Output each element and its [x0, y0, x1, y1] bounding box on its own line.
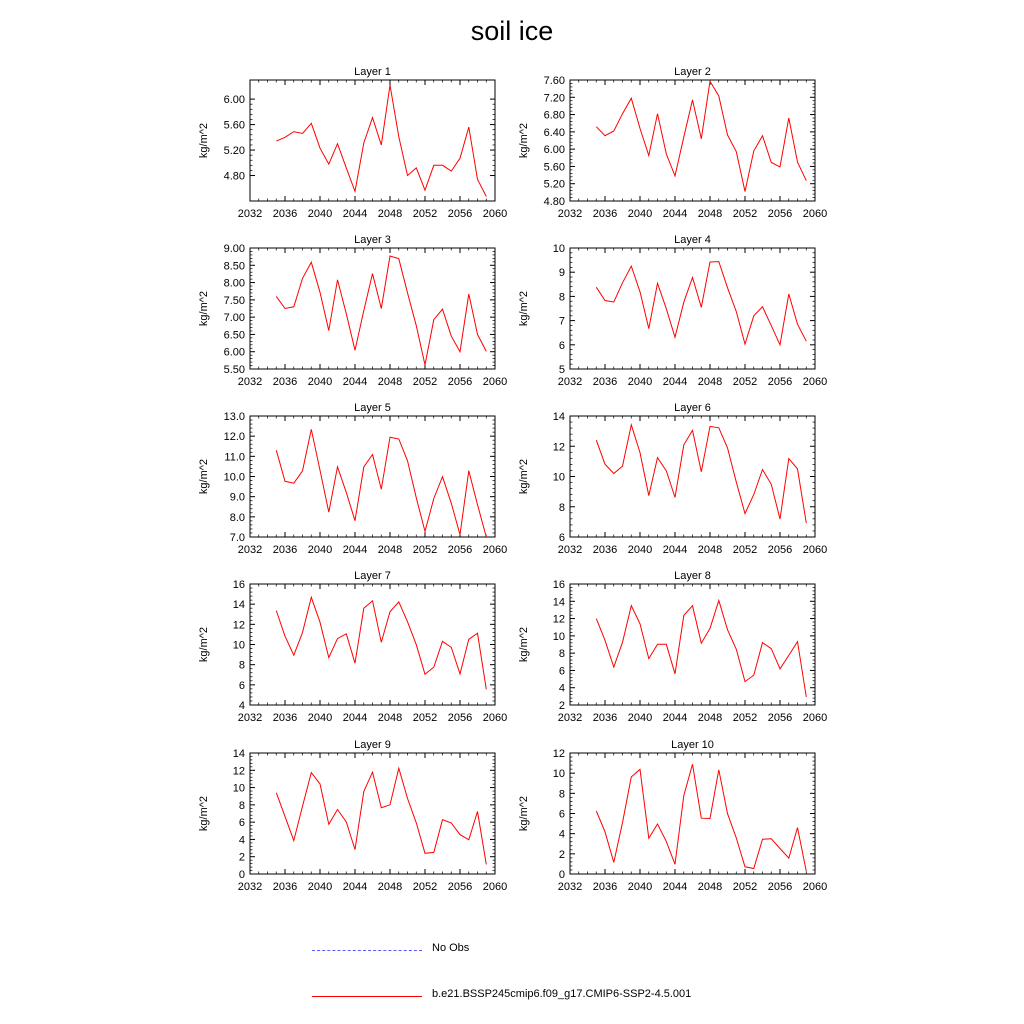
y-tick-label: 10	[552, 630, 565, 643]
x-tick-label: 2036	[592, 881, 618, 893]
x-tick-label: 2040	[627, 376, 653, 388]
chart-title: Layer 7	[354, 570, 391, 582]
y-tick-label: 6	[238, 679, 245, 692]
chart-title: Layer 8	[674, 570, 711, 582]
x-tick-label: 2056	[767, 881, 793, 893]
y-axis-label: kg/m^2	[198, 795, 210, 832]
y-tick-label: 14	[552, 596, 565, 609]
y-tick-label: 10	[232, 639, 245, 652]
y-tick-label: 7.00	[223, 312, 245, 325]
x-tick-label: 2036	[272, 208, 298, 220]
legend-item-model	[312, 988, 752, 1004]
x-tick-label: 2044	[662, 376, 688, 388]
x-tick-label: 2044	[662, 881, 688, 893]
x-tick-label: 2060	[482, 208, 508, 220]
y-tick-label: 14	[552, 411, 565, 423]
y-tick-label: 8	[238, 659, 245, 672]
y-tick-label: 8	[558, 501, 565, 514]
x-tick-label: 2032	[237, 881, 263, 893]
y-tick-label: 8	[558, 788, 565, 801]
y-tick-label: 6.00	[543, 144, 565, 157]
x-tick-label: 2048	[697, 881, 723, 893]
x-tick-label: 2040	[307, 544, 333, 556]
y-tick-label: 5.60	[223, 119, 245, 132]
y-tick-label: 6.80	[543, 109, 565, 122]
y-tick-label: 10	[552, 768, 565, 781]
x-tick-label: 2040	[627, 544, 653, 556]
y-tick-label: 14	[232, 599, 245, 612]
y-axis-label: kg/m^2	[198, 458, 210, 495]
y-tick-label: 2	[238, 851, 245, 864]
y-tick-label: 8	[558, 291, 565, 304]
series-line	[276, 597, 486, 689]
y-tick-label: 10	[552, 471, 565, 484]
x-tick-label: 2060	[802, 544, 828, 556]
y-tick-label: 12	[552, 441, 565, 454]
y-tick-label: 5.60	[543, 161, 565, 174]
y-tick-label: 12	[232, 619, 245, 632]
y-tick-label: 12	[552, 748, 565, 760]
y-tick-label: 5.20	[543, 178, 565, 191]
x-tick-label: 2056	[767, 544, 793, 556]
x-tick-label: 2036	[272, 544, 298, 556]
x-tick-label: 2040	[307, 712, 333, 724]
series-line	[596, 262, 806, 345]
y-tick-label: 8	[558, 648, 565, 661]
y-axis-label: kg/m^2	[198, 122, 210, 159]
y-tick-label: 7	[558, 315, 565, 328]
chart-title: Layer 6	[674, 402, 711, 414]
y-tick-label: 4.80	[223, 170, 245, 183]
x-tick-label: 2048	[697, 208, 723, 220]
y-tick-label: 6	[238, 817, 245, 830]
x-tick-label: 2048	[377, 712, 403, 724]
y-tick-label: 4.80	[543, 196, 565, 208]
legend-swatch-model	[312, 996, 422, 997]
x-tick-label: 2052	[732, 208, 758, 220]
y-tick-label: 4	[238, 700, 245, 712]
x-tick-label: 2036	[592, 544, 618, 556]
y-tick-label: 5.50	[223, 364, 245, 376]
x-tick-label: 2060	[802, 208, 828, 220]
y-tick-label: 6	[558, 808, 565, 821]
x-tick-label: 2044	[342, 208, 368, 220]
x-tick-label: 2032	[237, 208, 263, 220]
plot-frame	[570, 248, 815, 369]
x-tick-label: 2056	[767, 376, 793, 388]
y-axis-label: kg/m^2	[198, 290, 210, 327]
y-axis-label: kg/m^2	[518, 290, 530, 327]
plot-frame	[570, 753, 815, 874]
y-tick-label: 9.0	[229, 491, 245, 504]
x-tick-label: 2032	[557, 208, 583, 220]
x-tick-label: 2036	[592, 376, 618, 388]
x-tick-label: 2032	[237, 544, 263, 556]
x-tick-label: 2036	[592, 208, 618, 220]
y-tick-label: 6	[558, 339, 565, 352]
x-tick-label: 2032	[557, 881, 583, 893]
x-tick-label: 2060	[482, 881, 508, 893]
chart-panel-10	[518, 739, 827, 893]
x-tick-label: 2044	[662, 544, 688, 556]
chart-panel-3	[198, 234, 507, 388]
chart-title: Layer 4	[674, 234, 711, 246]
y-tick-label: 12	[232, 765, 245, 778]
y-tick-label: 11.0	[224, 451, 245, 464]
x-tick-label: 2052	[412, 544, 438, 556]
x-tick-label: 2056	[447, 208, 473, 220]
series-line	[596, 601, 806, 697]
x-tick-label: 2032	[237, 376, 263, 388]
y-tick-label: 6	[558, 532, 565, 544]
x-tick-label: 2056	[447, 881, 473, 893]
plot-frame	[250, 416, 495, 537]
x-tick-label: 2032	[557, 712, 583, 724]
x-tick-label: 2052	[412, 376, 438, 388]
x-tick-label: 2032	[557, 544, 583, 556]
x-tick-label: 2060	[802, 376, 828, 388]
x-tick-label: 2056	[767, 712, 793, 724]
x-tick-label: 2052	[732, 881, 758, 893]
x-tick-label: 2044	[662, 208, 688, 220]
y-tick-label: 16	[232, 579, 245, 591]
chart-title: Layer 3	[354, 234, 391, 246]
x-tick-label: 2040	[307, 376, 333, 388]
y-tick-label: 10.0	[223, 471, 245, 484]
y-tick-label: 0	[558, 869, 565, 881]
y-tick-label: 4	[238, 834, 245, 847]
x-tick-label: 2052	[412, 208, 438, 220]
x-tick-label: 2040	[627, 881, 653, 893]
x-tick-label: 2056	[767, 208, 793, 220]
y-tick-label: 8.00	[223, 277, 245, 290]
series-line	[596, 81, 806, 191]
y-axis-label: kg/m^2	[518, 122, 530, 159]
chart-panel-7	[198, 570, 507, 724]
y-tick-label: 0	[238, 869, 245, 881]
x-tick-label: 2048	[697, 544, 723, 556]
y-axis-label: kg/m^2	[518, 458, 530, 495]
legend-label-model: b.e21.BSSP245cmip6.f09_g17.CMIP6-SSP2-4.5.001	[432, 988, 692, 1000]
x-tick-label: 2048	[377, 544, 403, 556]
x-tick-label: 2036	[272, 712, 298, 724]
chart-panel-9	[198, 739, 507, 893]
x-tick-label: 2060	[482, 544, 508, 556]
y-tick-label: 5	[558, 364, 565, 376]
x-tick-label: 2036	[272, 376, 298, 388]
x-tick-label: 2044	[662, 712, 688, 724]
y-tick-label: 9	[558, 267, 565, 280]
y-tick-label: 6.40	[543, 126, 565, 139]
plot-frame	[250, 80, 495, 201]
y-tick-label: 12	[552, 613, 565, 626]
plot-frame	[570, 416, 815, 537]
y-tick-label: 4	[558, 682, 565, 695]
chart-panel-6	[518, 402, 827, 556]
chart-panel-2	[518, 66, 827, 220]
chart-title: Layer 2	[674, 66, 711, 78]
legend-swatch-obs	[312, 950, 422, 951]
y-tick-label: 6.00	[223, 94, 245, 107]
chart-title: Layer 1	[354, 66, 391, 78]
x-tick-label: 2048	[697, 376, 723, 388]
series-line	[276, 429, 486, 537]
series-line	[276, 768, 486, 864]
chart-panel-1	[198, 66, 507, 220]
x-tick-label: 2040	[307, 208, 333, 220]
chart-panel-8	[518, 570, 827, 724]
y-tick-label: 6	[558, 665, 565, 678]
y-tick-label: 6.50	[223, 329, 245, 342]
y-tick-label: 13.0	[223, 411, 245, 423]
y-tick-label: 7.50	[223, 294, 245, 307]
y-axis-label: kg/m^2	[198, 626, 210, 663]
y-tick-label: 8.0	[229, 511, 245, 524]
x-tick-label: 2032	[557, 376, 583, 388]
chart-title: Layer 9	[354, 739, 391, 751]
x-tick-label: 2056	[447, 544, 473, 556]
x-tick-label: 2048	[377, 881, 403, 893]
x-tick-label: 2052	[412, 712, 438, 724]
y-tick-label: 12.0	[223, 431, 245, 444]
x-tick-label: 2056	[447, 712, 473, 724]
y-tick-label: 4	[558, 828, 565, 841]
series-line	[596, 764, 806, 871]
x-tick-label: 2032	[237, 712, 263, 724]
x-tick-label: 2052	[732, 544, 758, 556]
y-tick-label: 6.00	[223, 346, 245, 359]
x-tick-label: 2052	[732, 376, 758, 388]
x-tick-label: 2060	[482, 712, 508, 724]
x-tick-label: 2052	[732, 712, 758, 724]
x-tick-label: 2060	[802, 881, 828, 893]
x-tick-label: 2048	[697, 712, 723, 724]
x-tick-label: 2040	[307, 881, 333, 893]
x-tick-label: 2044	[342, 544, 368, 556]
x-tick-label: 2056	[447, 376, 473, 388]
chart-panel-4	[518, 234, 827, 388]
x-tick-label: 2040	[627, 712, 653, 724]
y-tick-label: 7.60	[543, 75, 565, 87]
y-tick-label: 8.50	[223, 260, 245, 273]
plot-frame	[570, 80, 815, 201]
x-tick-label: 2036	[272, 881, 298, 893]
x-tick-label: 2036	[592, 712, 618, 724]
x-tick-label: 2052	[412, 881, 438, 893]
x-tick-label: 2060	[802, 712, 828, 724]
x-tick-label: 2048	[377, 376, 403, 388]
y-tick-label: 14	[232, 748, 245, 760]
y-tick-label: 7.0	[229, 532, 245, 544]
x-tick-label: 2044	[342, 376, 368, 388]
legend-item-obs	[312, 942, 512, 958]
series-line	[596, 425, 806, 523]
y-axis-label: kg/m^2	[518, 795, 530, 832]
x-tick-label: 2040	[627, 208, 653, 220]
y-axis-label: kg/m^2	[518, 626, 530, 663]
y-tick-label: 16	[552, 579, 565, 591]
series-line	[276, 256, 486, 365]
legend-label-obs: No Obs	[432, 942, 470, 954]
y-tick-label: 9.00	[223, 243, 245, 255]
y-tick-label: 7.20	[543, 92, 565, 105]
x-tick-label: 2048	[377, 208, 403, 220]
chart-title: Layer 10	[671, 739, 714, 751]
x-tick-label: 2044	[342, 712, 368, 724]
y-tick-label: 2	[558, 700, 565, 712]
page-title: soil ice	[470, 16, 554, 46]
y-tick-label: 5.20	[223, 145, 245, 158]
chart-title: Layer 5	[354, 402, 391, 414]
chart-panel-5	[198, 402, 507, 556]
x-tick-label: 2044	[342, 881, 368, 893]
x-tick-label: 2060	[482, 376, 508, 388]
series-line	[276, 85, 486, 196]
y-tick-label: 2	[558, 848, 565, 861]
y-tick-label: 8	[238, 799, 245, 812]
y-tick-label: 10	[232, 782, 245, 795]
y-tick-label: 10	[552, 243, 565, 255]
